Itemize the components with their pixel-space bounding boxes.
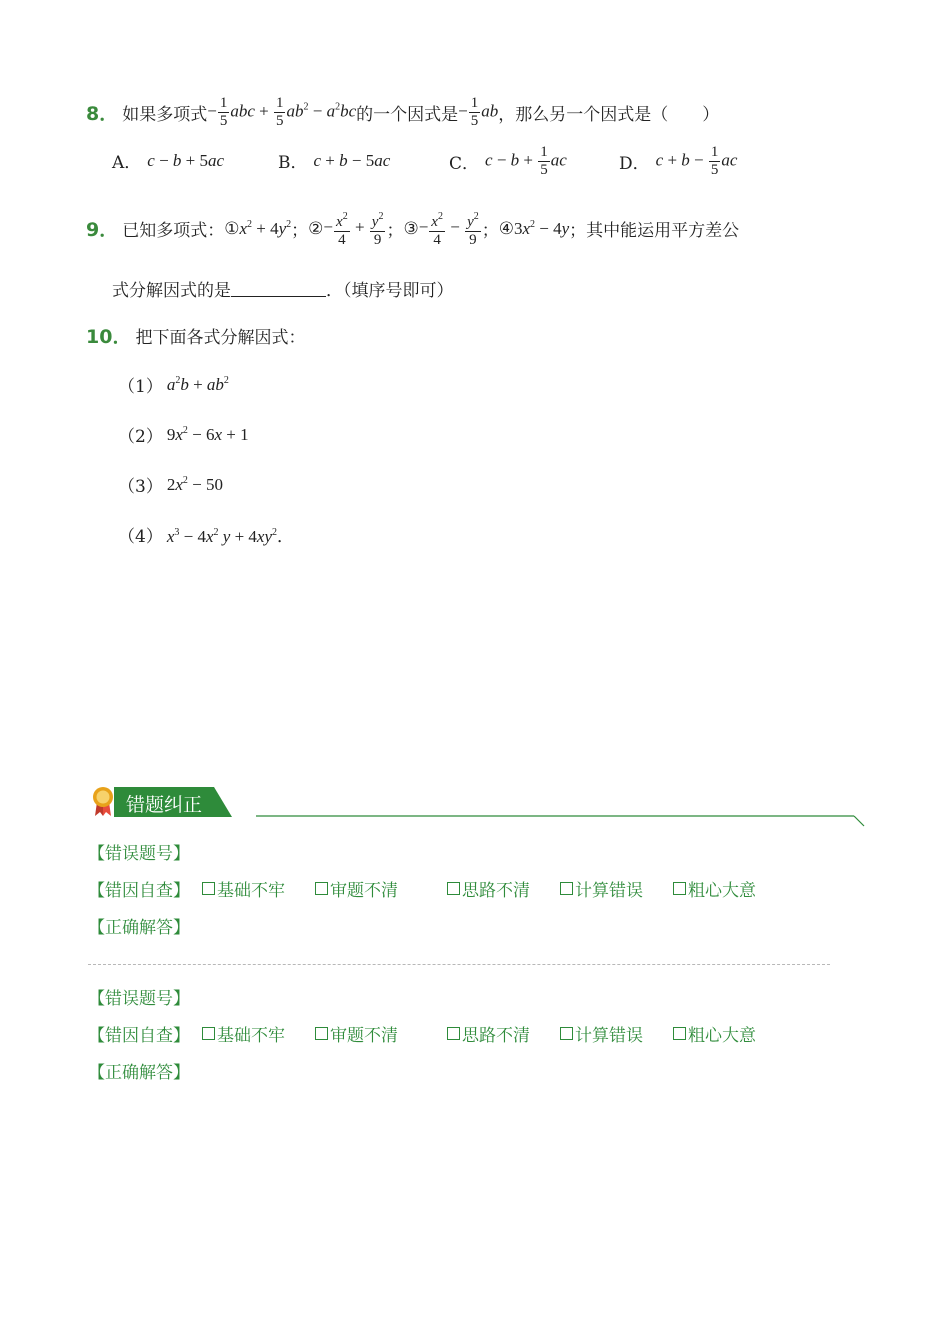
math-expression: $9x^2 - 6x + 1$: [166, 424, 249, 444]
item-marker: ③: [403, 218, 419, 239]
checkbox-icon[interactable]: [560, 882, 573, 895]
math-expression: $x^3 - 4x^2$ $y + 4xy^2$．: [166, 527, 294, 546]
math-expression: − $\frac{x^2}{4}$ − $\frac{y^2}{9}$: [419, 208, 482, 249]
error-reason-row: [88, 1021, 190, 1046]
option-label: B．: [278, 153, 308, 173]
checkbox-label: 审题不清: [330, 881, 398, 901]
section-header-tab: [114, 787, 232, 817]
question-text-2: ；其中能运用平方差公: [569, 221, 740, 241]
item-marker: ②: [308, 218, 324, 239]
item-marker: ①: [224, 218, 240, 239]
question-text: 如果多项式: [122, 105, 208, 125]
answer-blank[interactable]: [231, 280, 326, 297]
checkbox-icon[interactable]: [315, 882, 328, 895]
checkbox-foundation[interactable]: [202, 1021, 285, 1046]
subquestion-label: （3）: [118, 477, 163, 497]
math-expression: − $\frac{1}{5}$ abc + $\frac{1}{5}$ $ab^2 - a^2bc$: [207, 95, 357, 129]
checkbox-icon[interactable]: [673, 882, 686, 895]
subquestion-label: （1）: [118, 377, 163, 397]
subquestion-1: [118, 372, 229, 397]
checkbox-careless[interactable]: [673, 876, 756, 901]
checkbox-label: 计算错误: [575, 881, 643, 901]
checkbox-thinking[interactable]: [447, 1021, 530, 1046]
subquestion-label: （2）: [118, 427, 163, 447]
checkbox-icon[interactable]: [560, 1027, 573, 1040]
question-number: 9．: [86, 219, 119, 241]
option-label: C．: [449, 154, 480, 174]
option-expression: c + b − $\frac{1}{5}$ ac: [655, 144, 738, 178]
subquestion-label: （4）: [118, 527, 163, 547]
question-text: 式分解因式的是: [112, 281, 231, 301]
checkbox-reading[interactable]: [315, 876, 398, 901]
math-factor: − $\frac{1}{5}$ ab: [458, 95, 499, 129]
checkbox-label: 思路不清: [462, 1026, 530, 1046]
question-text-2: 的一个因式是: [356, 105, 459, 125]
option-expression: c − b + 5ac: [147, 150, 225, 170]
checkbox-icon[interactable]: [315, 1027, 328, 1040]
checkbox-icon[interactable]: [447, 882, 460, 895]
checkbox-calculation[interactable]: [560, 1021, 643, 1046]
option-b: [278, 148, 390, 173]
checkbox-icon[interactable]: [673, 1027, 686, 1040]
error-reason-label: 【错因自查】: [88, 881, 190, 901]
header-rule: [254, 812, 866, 828]
math-expression: $2x^2 - 50$: [166, 474, 223, 494]
question-8: [86, 95, 719, 130]
question-text-3: ，那么另一个因式是（ ）: [498, 105, 720, 125]
checkbox-label: 审题不清: [330, 1026, 398, 1046]
question-9: 9． 已知多项式： ① $x^2 + 4y^2$ ； ② − $\frac{x^2}{4}$ + $\frac{y^2}{9}$ ； ③ − $\frac{x^2}{4}$ − $\frac{y^2}{9}$ ； ④ $3x^2 - 4y$ ；其中能运用平方差公: [86, 208, 739, 249]
math-expression: $3x^2 - 4y$: [513, 218, 570, 238]
section-header-title: 错题纠正: [126, 794, 203, 816]
option-d: [619, 144, 737, 179]
subquestion-3: [118, 472, 223, 497]
checkbox-label: 思路不清: [462, 881, 530, 901]
checkbox-reading[interactable]: [315, 1021, 398, 1046]
checkbox-icon[interactable]: [447, 1027, 460, 1040]
question-number: 8．: [86, 103, 119, 125]
checkbox-icon[interactable]: [202, 882, 215, 895]
math-expression: − $\frac{x^2}{4}$ + $\frac{y^2}{9}$: [323, 208, 386, 249]
checkbox-label: 基础不牢: [217, 881, 285, 901]
checkbox-foundation[interactable]: [202, 876, 285, 901]
math-expression: $a^2b + ab^2$: [166, 374, 229, 394]
question-number: 10．: [86, 326, 132, 348]
option-label: D．: [619, 154, 650, 174]
question-9-line-2: [112, 276, 454, 301]
dashed-divider: [88, 964, 830, 965]
wrong-number-label: 【错误题号】: [88, 989, 190, 1009]
checkbox-calculation[interactable]: [560, 876, 643, 901]
subquestion-2: [118, 422, 249, 447]
error-reason-row: [88, 876, 190, 901]
checkbox-label: 计算错误: [575, 1026, 643, 1046]
option-label: A．: [112, 153, 142, 173]
question-10: [86, 322, 305, 349]
checkbox-label: 基础不牢: [217, 1026, 285, 1046]
option-expression: c + b − 5ac: [313, 150, 391, 170]
checkbox-label: 粗心大意: [688, 881, 756, 901]
correct-answer-label: 【正确解答】: [88, 918, 190, 938]
checkbox-icon[interactable]: [202, 1027, 215, 1040]
option-expression: c − b + $\frac{1}{5}$ ac: [485, 144, 567, 178]
subquestion-4: [118, 522, 294, 547]
checkbox-careless[interactable]: [673, 1021, 756, 1046]
question-text: 已知多项式：: [122, 221, 225, 241]
error-reason-label: 【错因自查】: [88, 1026, 190, 1046]
option-c: [449, 144, 567, 179]
correct-answer-label: 【正确解答】: [88, 1063, 190, 1083]
item-marker: ④: [498, 218, 514, 239]
math-expression: $x^2 + 4y^2$: [239, 218, 292, 238]
wrong-number-label: 【错误题号】: [88, 844, 190, 864]
question-text-tail: ．（填序号即可）: [326, 281, 454, 301]
checkbox-thinking[interactable]: [447, 876, 530, 901]
option-a: [112, 148, 224, 173]
question-text: 把下面各式分解因式：: [135, 328, 306, 348]
checkbox-label: 粗心大意: [688, 1026, 756, 1046]
